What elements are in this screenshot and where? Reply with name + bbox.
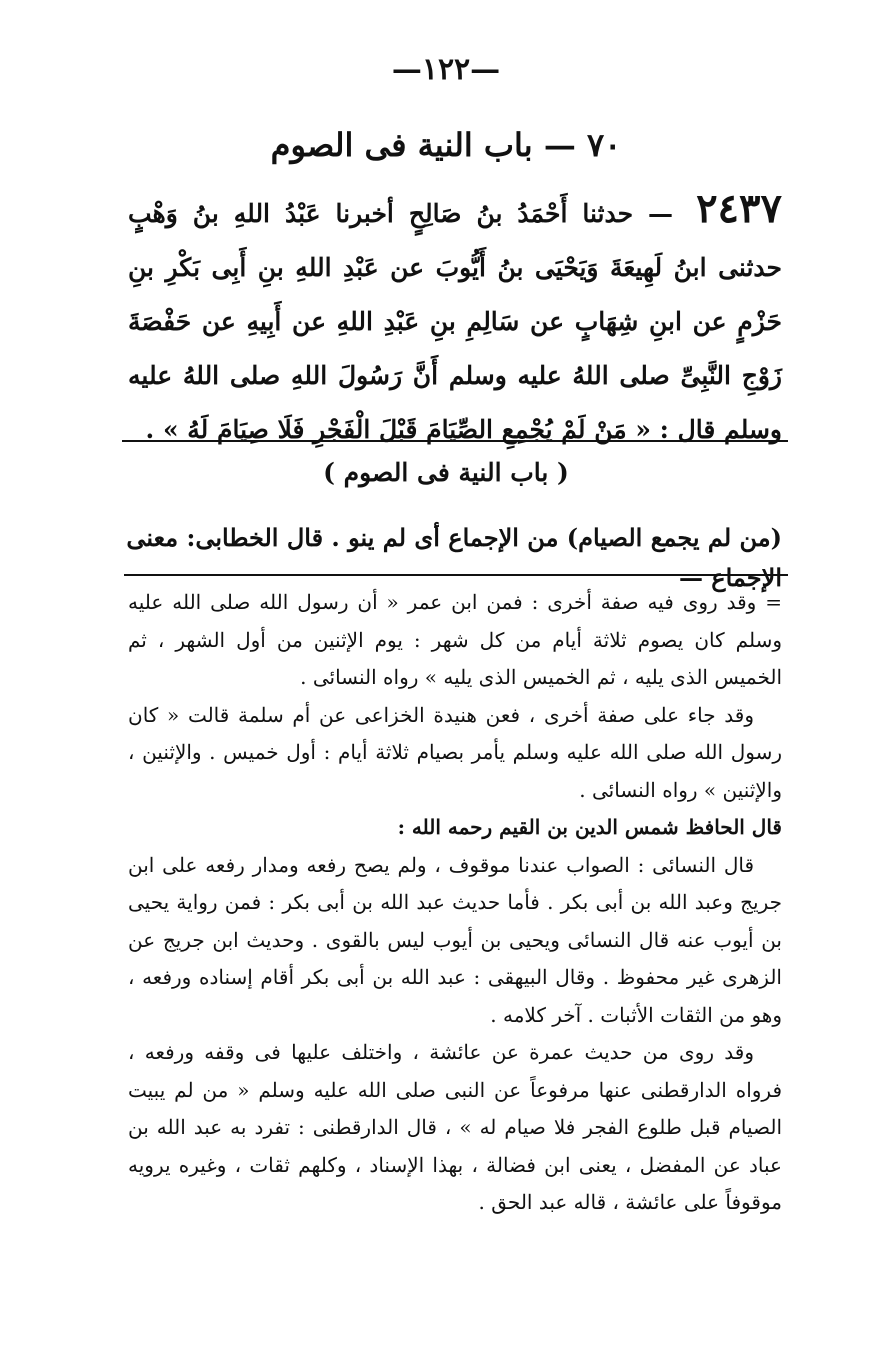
footnote-separator xyxy=(124,574,788,576)
page-number: —١٢٢— xyxy=(391,52,501,87)
footnotes xyxy=(128,584,782,1222)
footnote-paragraph: وقد روى من حديث عمرة عن عائشة ، واختلف عليها فى وقفه ورفعه ، فرواه الدارقطنى عنها مرفوعاً عن النبى صلى الله عليه وسلم « من لم يبيت الصيام قبل طلوع الفجر فلا صيام له » ، قال الدارقطنى : تفرد به عبد الله بن عباد عن المفضل ، يعنى ابن فضالة ، بهذا الإسناد ، وكلهم ثقات ، وغيره يرويه موقوفاً على عائشة ، قاله عبد الحق . xyxy=(128,1040,782,1214)
footnote-paragraph: = وقد روى فيه صفة أخرى : فمن ابن عمر « أن رسول الله صلى الله عليه وسلم كان يصوم ثلاثة أيام من كل شهر : يوم الإثنين من أول الشهر ، ثم الخميس الذى يليه ، ثم الخميس الذى يليه » رواه النسائى . xyxy=(128,590,782,689)
separator-rule xyxy=(122,440,788,442)
footnote-heading: قال الحافظ شمس الدين بن القيم رحمه الله : xyxy=(397,815,782,839)
chapter-heading: ٧٠ — باب النية فى الصوم xyxy=(270,126,622,164)
footnote-paragraph: قال النسائى : الصواب عندنا موقوف ، ولم يصح رفعه ومدار رفعه على ابن جريج وعبد الله بن أبى بكر . فأما حديث عبد الله بن أبى بكر : فمن رواية يحيى بن أيوب عنه قال النسائى ويحيى بن أيوب ليس بالقوى . وحديث ابن جريج عن الزهرى غير محفوظ . وقال البيهقى : عبد الله بن أبى بكر أقام إسناده ورفعه ، وهو من الثقات الأثبات . آخر كلامه . xyxy=(128,852,782,1027)
hadith-block xyxy=(128,182,782,457)
commentary-heading: ( باب النية فى الصوم ) xyxy=(323,458,569,487)
hadith-text: — حدثنا أَحْمَدُ بنُ صَالِحٍ أخبرنا عَبْدُ اللهِ بنُ وَهْبٍ حدثنى ابنُ لَهِيعَةَ وَيَحْيَى بنُ أَيُّوبَ عن عَبْدِ اللهِ بنِ أَبِى بَكْرِ بنِ حَزْمٍ عن ابنِ شِهَابٍ عن سَالِمِ بنِ عَبْدِ اللهِ عن أَبِيهِ عن حَفْصَةَ زَوْجِ النَّبِىِّ صلى اللهُ عليه وسلم أَنَّ رَسُولَ اللهِ صلى اللهُ عليه وسلم قال : « مَنْ لَمْ يُجْمِعِ الصِّيَامَ قَبْلَ الْفَجْرِ فَلَا صِيَامَ لَهُ » . xyxy=(128,199,782,444)
commentary-text: (من لم يجمع الصيام) من الإجماع أى لم ينو . قال الخطابى: معنى الإجماع — xyxy=(126,523,782,592)
hadith-number: ٢٤٣٧ xyxy=(696,185,782,232)
footnote-paragraph: وقد جاء على صفة أخرى ، فعن هنيدة الخزاعى عن أم سلمة قالت « كان رسول الله صلى الله عليه وسلم يأمر بصيام ثلاثة أيام : أول خميس . والإثنين ، والإثنين » رواه النسائى . xyxy=(128,702,782,802)
